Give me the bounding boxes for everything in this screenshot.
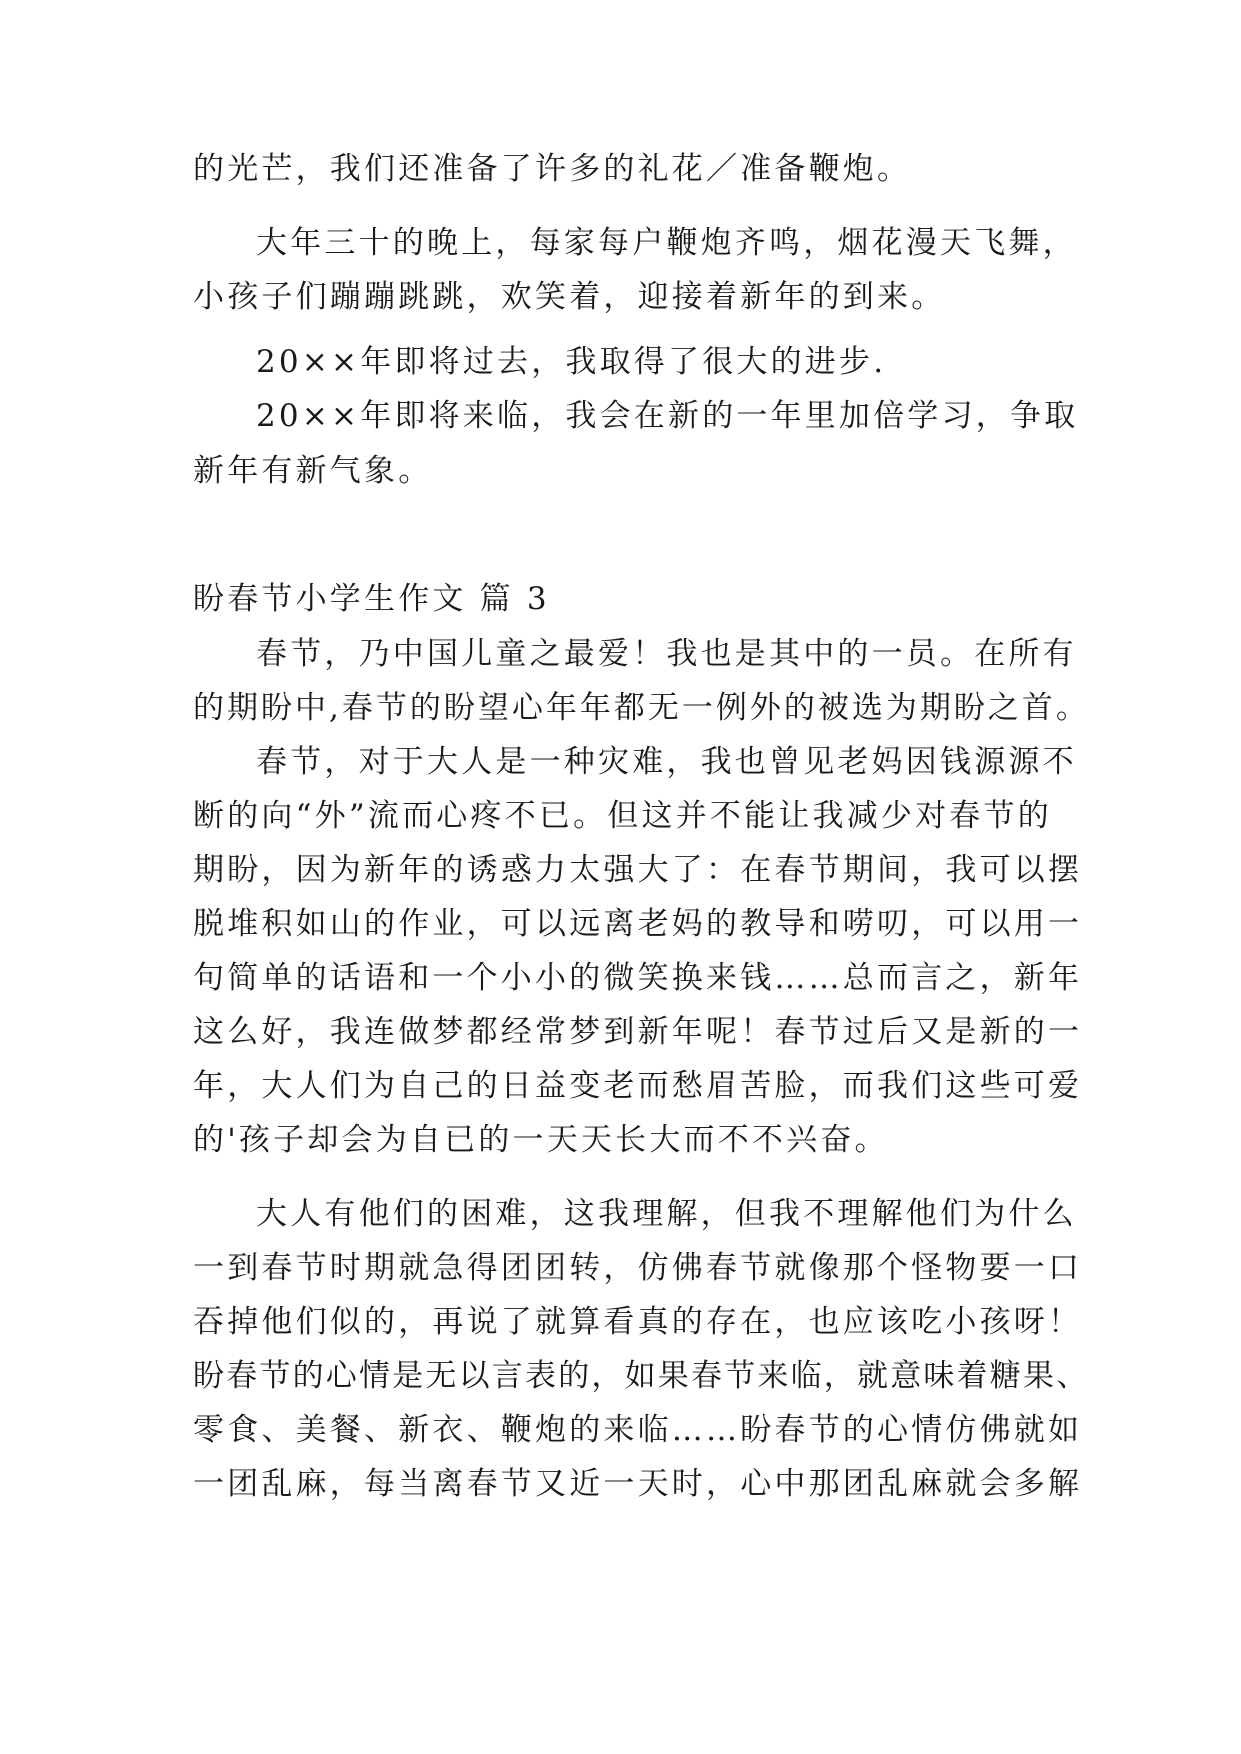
paragraph-line: 一到春节时期就急得团团转，仿佛春节就像那个怪物要一口 bbox=[193, 1250, 1083, 1286]
paragraph-line: 断的向“外”流而心疼不已。但这并不能让我减少对春节的 bbox=[193, 798, 1052, 834]
paragraph-line: 句简单的话语和一个小小的微笑换来钱……总而言之，新年 bbox=[193, 960, 1083, 996]
paragraph-line: 期盼，因为新年的诱惑力太强大了：在春节期间，我可以摆 bbox=[193, 852, 1083, 888]
paragraph-line: 小孩子们蹦蹦跳跳，欢笑着，迎接着新年的到来。 bbox=[193, 279, 946, 315]
paragraph-line: 这么好，我连做梦都经常梦到新年呢！春节过后又是新的一 bbox=[193, 1014, 1083, 1050]
paragraph-line: 脱堆积如山的作业，可以远离老妈的教导和唠叨，可以用一 bbox=[193, 906, 1083, 942]
paragraph-line: 大年三十的晚上，每家每户鞭炮齐鸣，烟花漫天飞舞， bbox=[256, 225, 1077, 261]
paragraph-line: 春节，乃中国儿童之最爱！我也是其中的一员。在所有 bbox=[256, 636, 1077, 672]
paragraph-line: 的期盼中,春节的盼望心年年都无一例外的被选为期盼之首。 bbox=[193, 690, 1090, 726]
section-heading: 盼春节小学生作文 篇 3 bbox=[193, 581, 550, 617]
paragraph-line: 20××年即将来临，我会在新的一年里加倍学习，争取 bbox=[256, 398, 1079, 434]
paragraph-line: 吞掉他们似的，再说了就算看真的存在，也应该吃小孩呀！ bbox=[193, 1304, 1083, 1340]
paragraph-line: 年，大人们为自己的日益变老而愁眉苦脸，而我们这些可爱 bbox=[193, 1068, 1083, 1104]
paragraph-line: 大人有他们的困难，这我理解，但我不理解他们为什么 bbox=[256, 1196, 1077, 1232]
paragraph-line: 20××年即将过去，我取得了很大的进步. bbox=[256, 344, 887, 380]
paragraph-line: 盼春节的心情是无以言表的，如果春节来临，就意味着糖果、 bbox=[193, 1358, 1090, 1394]
paragraph-line: 零食、美餐、新衣、鞭炮的来临……盼春节的心情仿佛就如 bbox=[193, 1412, 1083, 1448]
paragraph-line: 的'孩子却会为自已的一天天长大而不不兴奋。 bbox=[193, 1122, 889, 1158]
paragraph-line: 一团乱麻，每当离春节又近一天时，心中那团乱麻就会多解 bbox=[193, 1466, 1083, 1502]
paragraph-line: 春节，对于大人是一种灾难，我也曾见老妈因钱源源不 bbox=[256, 744, 1077, 780]
paragraph-line: 的光芒，我们还准备了许多的礼花／准备鞭炮。 bbox=[193, 151, 912, 187]
paragraph-line: 新年有新气象。 bbox=[193, 453, 433, 489]
